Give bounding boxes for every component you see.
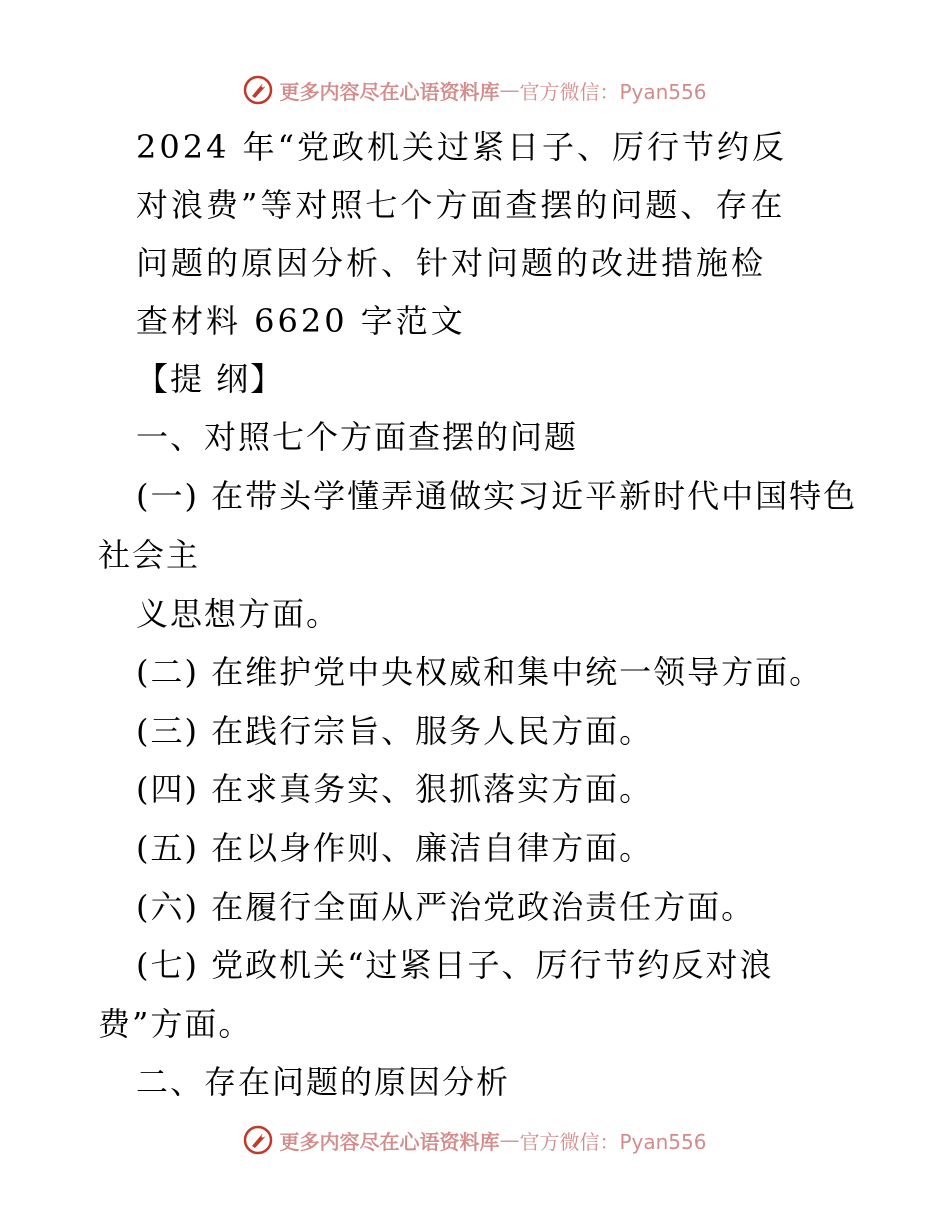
doc-title-line-4: 查材料 6620 字范文 [136, 302, 466, 340]
outline-item-2: (二) 在维护党中央权威和集中统一领导方面。 [136, 653, 824, 691]
pen-nib-logo-icon [243, 1125, 273, 1155]
outline-item-7-line-1: (七) 党政机关“过紧日子、厉行节约反对浪 [136, 946, 774, 984]
outline-item-7-line-2: 费”方面。 [98, 1005, 253, 1043]
outline-item-1-line-3: 义思想方面。 [136, 595, 341, 633]
outline-heading: 【提 纲】 [136, 360, 285, 398]
section-2-heading: 二、存在问题的原因分析 [136, 1063, 511, 1101]
outline-item-3: (三) 在践行宗旨、服务人民方面。 [136, 712, 654, 750]
watermark-main-text: 更多内容尽在心语资料库 [279, 79, 500, 104]
watermark-main-text: 更多内容尽在心语资料库 [279, 1129, 500, 1154]
watermark-wechat-text: 官方微信：Pyan556 [519, 1129, 707, 1154]
watermark-separator: — [499, 1128, 520, 1152]
watermark-wechat-text: 官方微信：Pyan556 [519, 79, 707, 104]
outline-item-1-line-1: (一) 在带头学懂弄通做实习近平新时代中国特色 [136, 477, 858, 515]
doc-title-line-3: 问题的原因分析、针对问题的改进措施检 [136, 244, 767, 282]
footer-watermark [0, 1120, 950, 1160]
doc-title-line-1: 2024 年“党政机关过紧日子、厉行节约反 [136, 128, 787, 166]
watermark-separator: — [499, 78, 520, 102]
doc-title-line-2: 对浪费”等对照七个方面查摆的问题、存在 [136, 186, 786, 224]
section-1-heading: 一、对照七个方面查摆的问题 [136, 418, 579, 456]
outline-item-6: (六) 在履行全面从严治党政治责任方面。 [136, 888, 756, 926]
outline-item-5: (五) 在以身作则、廉洁自律方面。 [136, 829, 654, 867]
outline-item-4: (四) 在求真务实、狠抓落实方面。 [136, 770, 654, 808]
pen-nib-logo-icon [243, 75, 273, 105]
header-watermark [0, 70, 950, 110]
outline-item-1-line-2: 社会主 [98, 536, 201, 574]
